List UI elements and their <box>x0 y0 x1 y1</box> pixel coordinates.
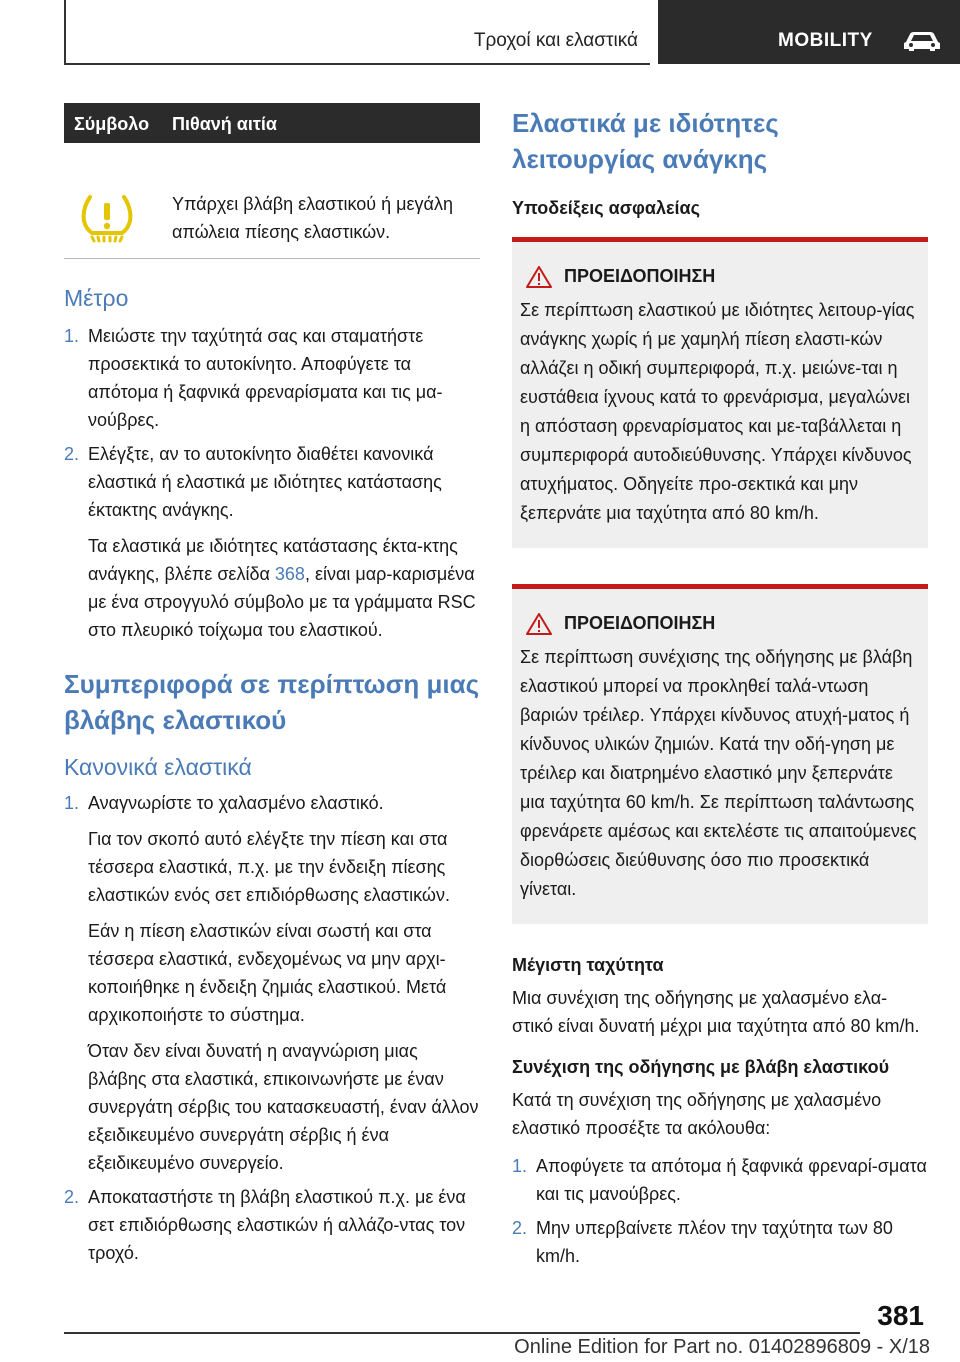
list-subparagraph: Εάν η πίεση ελαστικών είναι σωστή και στα τέσσερα ελαστικά, ενδεχομένως να μην αρχι-κοποιήθηκε η ένδειξη ζημιάς ελαστικού. Μετά αρχικοποιήστε το σύστημα. <box>88 921 447 1025</box>
warning-text: Σε περίπτωση συνέχισης της οδήγησης με βλάβη ελαστικού μπορεί να προκληθεί ταλά-ντωση βαριών τρέιλερ. Υπάρχει κίνδυνος ατυχή-ματος ή κίνδυνος υλικών ζημιών. Κατά την οδή-γηση με τρέιλερ και διατρημένο ελαστικό μην ξεπερνάτε μια ταχύτητα 60 km/h. Σε περίπτωση ταλάντωσης φρενάρετε αμέσως και εκτελέστε τις απαιτούμενες διορθώσεις διεύθυνσης όσο πιο προσεκτικά γίνεται. <box>520 647 917 899</box>
subparagraph-text: , είναι μαρ-καρισμένα με ένα στρογγυλό σύμβολο με τα γράμματα RSC στο πλευρικό τοίχωμα του ελαστικού. <box>88 564 476 640</box>
warning-title: ΠΡΟΕΙΔΟΠΟΙΗΣΗ <box>564 266 716 286</box>
page-number: 381 <box>877 1300 924 1331</box>
page-reference-link[interactable]: 368 <box>274 564 305 584</box>
list-subparagraph: Για τον σκοπό αυτό ελέγξτε την πίεση και στα τέσσερα ελαστικά, π.χ. με την ένδειξη πίεσης ελαστικών ενός σετ επιδιόρθωσης ελαστικών. <box>88 829 450 905</box>
warning-triangle-icon <box>526 266 552 288</box>
warning-text: Σε περίπτωση ελαστικού με ιδιότητες λειτουρ-γίας ανάγκης χωρίς ή με χαμηλή πίεση ελαστι-κών αλλάζει η οδική συμπεριφορά, π.χ. μειώνε-ται η ευστάθεια ίχνους κατά το φρενάρισμα, μεγαλώνει η απόσταση φρεναρίσματος και με-ταβάλλεται η συμπεριφορά αυτοδιεύθυνσης. Υπάρχει κίνδυνος ατυχήματος. Οδηγείτε προ-σεκτικά και μην ξεπερνάτε μια ταχύτητα από 80 km/h. <box>520 300 915 523</box>
list-item <box>64 789 480 817</box>
car-icon <box>902 30 942 52</box>
continue-text: Κατά τη συνέχιση της οδήγησης με χαλασμένο ελαστικό προσέξτε τα ακόλουθα: <box>512 1090 882 1138</box>
safety-heading: Υποδείξεις ασφαλείας <box>512 198 700 218</box>
list-text: Αποκαταστήστε τη βλάβη ελαστικού π.χ. με ένα σετ επιδιόρθωσης ελαστικών ή αλλάζο-ντας τον τροχό. <box>88 1187 466 1263</box>
list-text: Μην υπερβαίνετε πλέον την ταχύτητα των 80 km/h. <box>536 1218 893 1266</box>
header-rule-horizontal <box>64 63 650 65</box>
list-text: Μειώστε την ταχύτητά σας και σταματήστε προσεκτικά το αυτοκίνητο. Αποφύγετε τα απότομα ή ξαφνικά φρεναρίσματα και τις μα-νούβρες. <box>88 326 443 430</box>
list-item <box>64 440 480 524</box>
warning-header <box>520 611 920 639</box>
chapter-title: Τροχοί και ελαστικά <box>473 30 638 51</box>
warning-box <box>512 584 928 924</box>
list-number: 1. <box>512 1156 528 1176</box>
behavior-heading: Συμπεριφορά σε περίπτωση μιας βλάβης ελαστικού <box>64 669 480 735</box>
list-item <box>64 322 480 434</box>
max-speed-heading: Μέγιστη ταχύτητα <box>512 955 664 975</box>
list-number: 2. <box>64 444 80 464</box>
left-column <box>64 103 480 1267</box>
list-number: 2. <box>512 1218 528 1238</box>
list-number: 1. <box>64 326 80 346</box>
warning-header <box>520 264 920 292</box>
continue-heading: Συνέχιση της οδήγησης με βλάβη ελαστικού <box>512 1057 890 1077</box>
runflat-heading: Ελαστικά με ιδιότητες λειτουργίας ανάγκης <box>512 108 779 174</box>
symbol-cause-text: Υπάρχει βλάβη ελαστικού ή μεγάλη απώλεια πίεσης ελαστικών. <box>172 194 453 242</box>
subparagraph-text: Τα ελαστικά με ιδιότητες κατάστασης έκτα-κτης ανάγκης, βλέπε σελίδα <box>88 536 458 584</box>
list-text: Αναγνωρίστε το χαλασμένο ελαστικό. <box>88 793 384 813</box>
list-item <box>64 1183 480 1267</box>
warning-triangle-icon <box>526 613 552 635</box>
section-tab[interactable] <box>658 0 960 64</box>
right-column <box>512 103 928 1270</box>
list-text: Αποφύγετε τα απότομα ή ξαφνικά φρεναρί-σματα και τις μανούβρες. <box>536 1156 927 1204</box>
edition-text: Online Edition for Part no. 01402896809 - X/18 <box>514 1336 930 1358</box>
symbol-table-header <box>64 103 480 143</box>
col-cause-header: Πιθανή αιτία <box>172 114 277 134</box>
symbol-table-row <box>64 143 480 259</box>
list-text: Ελέγξτε, αν το αυτοκίνητο διαθέτει κανονικά ελαστικά ή ελαστικά με ιδιότητες κατάστασης έκτακτης ανάγκης. <box>88 444 442 520</box>
warning-title: ΠΡΟΕΙΔΟΠΟΙΗΣΗ <box>564 613 716 633</box>
list-number: 2. <box>64 1187 80 1207</box>
warning-box <box>512 237 928 548</box>
col-symbol-header: Σύμβολο <box>74 114 150 134</box>
list-subparagraph: Όταν δεν είναι δυνατή η αναγνώριση μιας βλάβης στα ελαστικά, επικοινωνήστε με έναν συνεργάτη σέρβις του κατασκευαστή, έναν άλλον εξειδικευμένο συνεργάτη σέρβις ή ένα εξειδικευμένο συνεργείο. <box>88 1041 479 1173</box>
tire-pressure-warning-icon <box>78 193 136 243</box>
measure-heading: Μέτρο <box>64 285 129 311</box>
list-item <box>512 1214 928 1270</box>
max-speed-text: Μια συνέχιση της οδήγησης με χαλασμένο ελα-στικό είναι δυνατή μέχρι μια ταχύτητα από 80 km/h. <box>512 988 920 1036</box>
header-rule-vertical <box>64 0 66 64</box>
list-item <box>512 1152 928 1208</box>
footer-rule <box>64 1332 860 1334</box>
normal-tires-heading: Κανονικά ελαστικά <box>64 754 252 780</box>
list-subparagraph <box>64 532 480 644</box>
list-number: 1. <box>64 793 80 813</box>
section-tab-label: MOBILITY <box>778 30 873 51</box>
